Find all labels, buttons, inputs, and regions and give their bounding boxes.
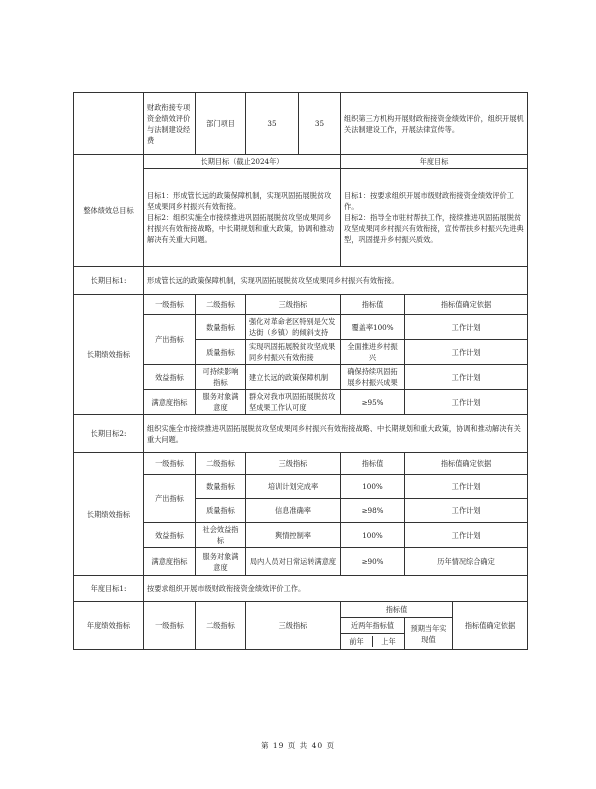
- long-term-goal-header: 长期目标（截止2024年）: [144, 155, 341, 169]
- annual1-h-l1: 一级指标: [144, 602, 196, 650]
- annual1-h-prev1: 上年: [381, 637, 396, 646]
- lt2-h-l2: 二级指标: [196, 453, 246, 475]
- lt2-r2-l1: 效益指标: [144, 523, 196, 548]
- annual1-h-l3: 三级指标: [246, 602, 341, 650]
- lt1-r1-basis: 工作计划: [405, 340, 528, 365]
- lt2-r0-value: 100%: [341, 475, 405, 499]
- lt1-h-l1: 一级指标: [144, 295, 196, 315]
- annual1-h-basis: 指标值确定依据: [453, 602, 528, 650]
- lt1-r1-l3: 实现巩固拓展脱贫攻坚成果同乡村振兴有效衔接: [246, 340, 341, 365]
- annual1-h-expected: 预期当年实现值: [405, 618, 453, 650]
- lt1-r2-l2: 可持续影响指标: [196, 365, 246, 390]
- long-term-goal-text: 目标1：形成管长远的政策保障机制，实现巩固拓展脱贫攻坚成果同乡村振兴有效衔接。 目标2：组织实施全市接续推进巩固拓展脱贫攻坚成果同乡村振兴有效衔接战略，中长期规划和重大政策，协调和推动解决有关重大问题。: [144, 169, 341, 267]
- lt2-r0-l2: 数量指标: [196, 475, 246, 499]
- lt1-h-basis: 指标值确定依据: [405, 295, 528, 315]
- lt1-text: 形成管长远的政策保障机制，实现巩固拓展脱贫攻坚成果同乡村振兴有效衔接。: [144, 267, 528, 295]
- lt2-r0-l3: 培训计划完成率: [246, 475, 341, 499]
- lt1-h-l3: 三级指标: [246, 295, 341, 315]
- lt2-r1-l2: 质量指标: [196, 499, 246, 523]
- lt2-r0-basis: 工作计划: [405, 475, 528, 499]
- lt1-r0-value: 覆盖率100%: [341, 315, 405, 340]
- budget-project: 财政衔接专项资金绩效评价与法制建设经费: [144, 93, 196, 155]
- lt1-h-value: 指标值: [341, 295, 405, 315]
- page-footer: 第 19 页 共 40 页: [260, 741, 335, 750]
- lt2-label: 长期目标2:: [74, 415, 144, 453]
- lt2-r2-basis: 工作计划: [405, 523, 528, 548]
- lt1-r2-l1: 效益指标: [144, 365, 196, 390]
- lt2-r3-l2: 服务对象满意度: [196, 548, 246, 576]
- lt1-h-l2: 二级指标: [196, 295, 246, 315]
- lt1-perf-label: 长期绩效指标: [74, 295, 144, 415]
- lt2-r3-value: ≥90%: [341, 548, 405, 576]
- lt1-r3-value: ≥95%: [341, 390, 405, 415]
- lt1-label: 长期目标1:: [74, 267, 144, 295]
- lt2-r3-basis: 历年情况综合确定: [405, 548, 528, 576]
- lt2-r3-l3: 局内人员对日常运转满意度: [246, 548, 341, 576]
- lt2-r3-l1: 满意度指标: [144, 548, 196, 576]
- annual1-label: 年度目标1:: [74, 576, 144, 602]
- overall-goal-label: 整体绩效总目标: [74, 155, 144, 267]
- annual1-h-recent: 近两年指标值: [341, 618, 405, 634]
- lt1-r3-l2: 服务对象满意度: [196, 390, 246, 415]
- lt1-r3-l3: 群众对我市巩固拓展脱贫攻坚成果工作认可度: [246, 390, 341, 415]
- lt1-r2-l3: 建立长远的政策保障机制: [246, 365, 341, 390]
- lt2-r2-l3: 舆情控制率: [246, 523, 341, 548]
- annual1-h-prev2: 前年: [341, 636, 373, 647]
- document-sheet: [73, 92, 527, 650]
- budget-amount-2: 35: [299, 93, 341, 155]
- annual1-h-l2: 二级指标: [196, 602, 246, 650]
- lt2-r1-value: ≥98%: [341, 499, 405, 523]
- lt2-h-l1: 一级指标: [144, 453, 196, 475]
- lt2-h-basis: 指标值确定依据: [405, 453, 528, 475]
- lt1-r3-l1: 满意度指标: [144, 390, 196, 415]
- lt1-output-label: 产出指标: [144, 315, 196, 365]
- lt2-text: 组织实施全市接续推进巩固拓展脱贫攻坚成果同乡村振兴有效衔接战略、中长期规划和重大政策，协调和推动解决有关重大问题。: [144, 415, 528, 453]
- lt1-r2-value: 确保持续巩固拓展乡村振兴成果: [341, 365, 405, 390]
- lt1-r3-basis: 工作计划: [405, 390, 528, 415]
- annual1-perf-label: 年度绩效指标: [74, 602, 144, 650]
- annual-goal-text: 目标1：按要求组织开展市级财政衔接资金绩效评价工作。 目标2：指导全市驻村帮扶工作，接续推进巩固拓展脱贫攻坚成果同乡村振兴有效衔接，宣传帮扶乡村振兴先进典型，巩固提升乡村振兴质效。: [341, 169, 528, 267]
- lt1-r2-basis: 工作计划: [405, 365, 528, 390]
- lt2-r2-value: 100%: [341, 523, 405, 548]
- budget-category: 部门项目: [196, 93, 246, 155]
- lt2-r1-l3: 信息准确率: [246, 499, 341, 523]
- lt2-perf-label: 长期绩效指标: [74, 453, 144, 576]
- budget-row: [74, 93, 528, 155]
- annual-goal-header: 年度目标: [341, 155, 528, 169]
- lt1-r0-l3: 强化对革命老区特别是欠发达街（乡镇）的倾斜支持: [246, 315, 341, 340]
- annual1-h-value: 指标值: [341, 602, 453, 618]
- budget-amount-1: 35: [246, 93, 299, 155]
- performance-table: [73, 92, 528, 650]
- lt1-r0-l2: 数量指标: [196, 315, 246, 340]
- lt2-r2-l2: 社会效益指标: [196, 523, 246, 548]
- lt2-output-label: 产出指标: [144, 475, 196, 523]
- annual1-text: 按要求组织开展市级财政衔接资金绩效评价工作。: [144, 576, 528, 602]
- lt1-r0-basis: 工作计划: [405, 315, 528, 340]
- lt1-r1-value: 全面推进乡村振兴: [341, 340, 405, 365]
- annual1-h-years: [341, 634, 405, 650]
- lt1-r1-l2: 质量指标: [196, 340, 246, 365]
- lt2-h-l3: 三级指标: [246, 453, 341, 475]
- budget-description: 组织第三方机构开展财政衔接资金绩效评价，组织开展机关法制建设工作，开展法律宣传等。: [341, 93, 528, 155]
- lt2-r1-basis: 工作计划: [405, 499, 528, 523]
- lt2-h-value: 指标值: [341, 453, 405, 475]
